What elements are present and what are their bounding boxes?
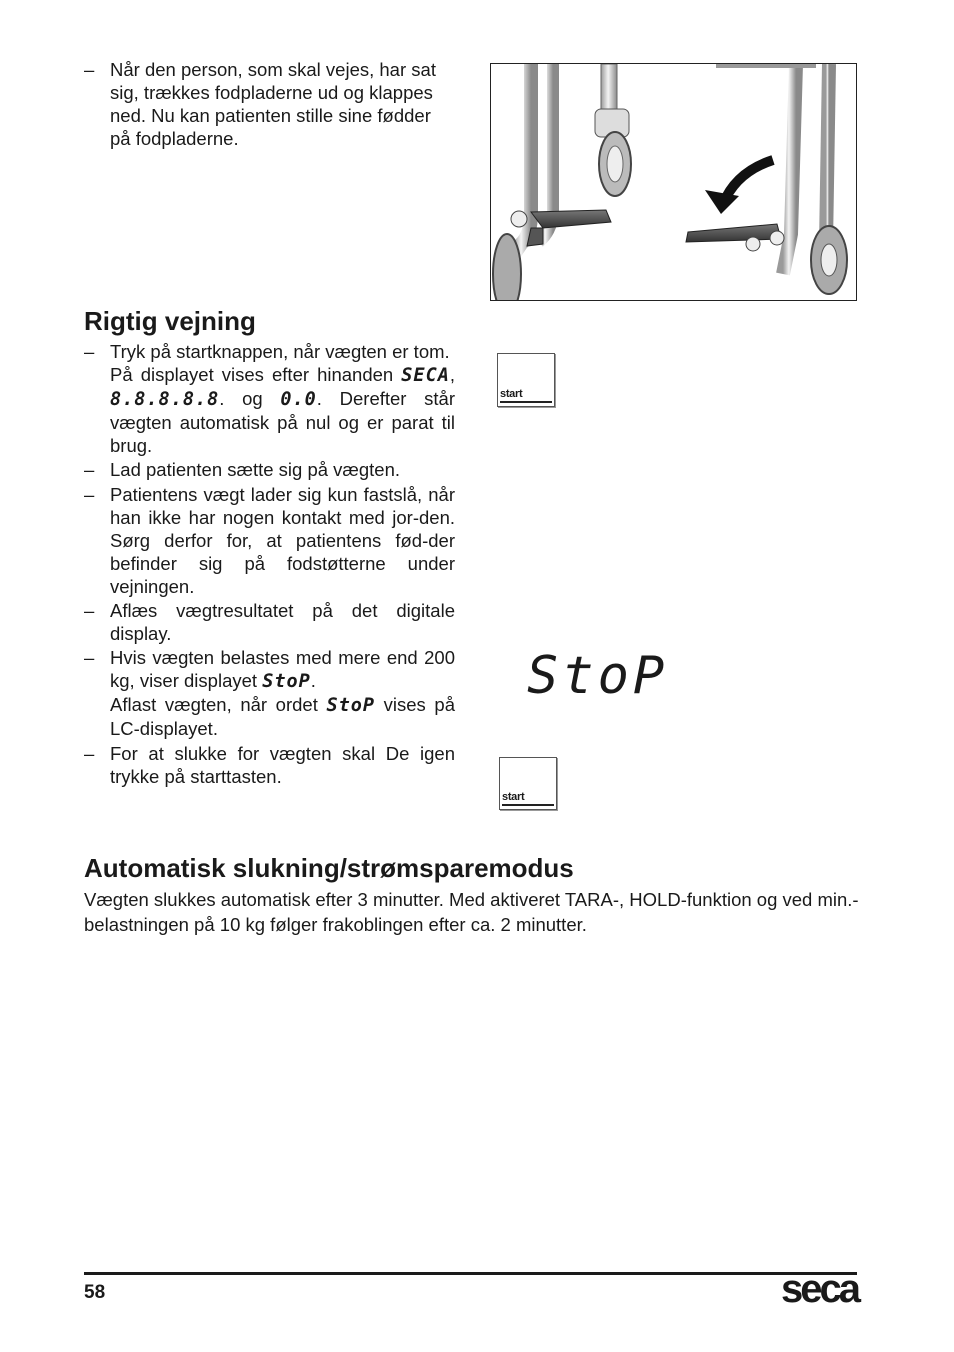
item-text: Aflast vægten, når ordet: [110, 694, 327, 715]
item-text: Lad patienten sætte sig på vægten.: [110, 459, 401, 480]
display-code-zero: 0.0: [280, 389, 317, 410]
list-item: [84, 340, 455, 457]
item-text: ,: [449, 364, 455, 385]
section-heading-automatisk-slukning: Automatisk slukning/strømsparemodus: [84, 853, 574, 883]
item-text: Tryk på startknappen, når vægten er tom.: [110, 341, 450, 362]
display-code-eights: 8.8.8.8.8: [110, 389, 220, 410]
start-button-illustration: [499, 757, 557, 810]
display-code-seca: SECA: [401, 365, 450, 386]
list-item: [84, 646, 455, 740]
start-button-underline: [500, 401, 552, 403]
list-item: [84, 742, 455, 788]
item-text: .: [310, 670, 316, 691]
item-text: For at slukke for vægten skal De igen trykke på starttasten.: [110, 743, 455, 787]
item-text: Patientens vægt lader sig kun fastslå, når han ikke har nogen kontakt med jor-den. Sørg derfor for, at patientens fød-der befinder sig på fodstøtterne under vejningen.: [110, 484, 455, 597]
section-body-text: Vægten slukkes automatisk efter 3 minutter. Med aktiveret TARA-, HOLD-funktion og ved min.-belastningen på 10 kg følger frakoblingen efter ca. 2 minutter.: [84, 889, 859, 935]
footer-rule: [84, 1272, 857, 1275]
item-text: vises på LC-displayet.: [110, 694, 455, 739]
item-text: På displayet vises efter hinanden: [110, 364, 402, 385]
start-button-label: start: [502, 791, 525, 803]
display-code-stop: StoP: [326, 695, 376, 716]
intro-text: Når den person, som skal vejes, har sat sig, trækkes fodpladerne ud og klappes ned. Nu kan patienten stille sine fødder på fodpladerne.: [110, 59, 436, 149]
footplate-illustration: [490, 63, 857, 301]
list-dash: –: [84, 600, 95, 621]
item-text: Aflæs vægtresultatet på det digitale display.: [110, 600, 455, 644]
list-dash: –: [84, 647, 95, 668]
lcd-stop-display: StoP: [527, 646, 669, 706]
item-text: Hvis vægten belastes med mere end 200 kg, viser displayet: [110, 647, 455, 691]
display-code-stop: StoP: [262, 671, 311, 692]
intro-instruction: [84, 58, 455, 150]
list-dash: –: [84, 59, 95, 80]
section-heading-rigtig-vejning: Rigtig vejning: [84, 306, 256, 336]
page-number: 58: [84, 1282, 106, 1303]
list-dash: –: [84, 341, 95, 362]
list-dash: –: [84, 743, 95, 764]
start-button-underline: [502, 804, 554, 806]
list-dash: –: [84, 459, 95, 480]
list-item: [84, 458, 455, 481]
list-dash: –: [84, 484, 95, 505]
item-text: . Derefter står vægten automatisk på nul og er parat til brug.: [110, 388, 456, 456]
list-item: [84, 599, 455, 645]
list-item: [84, 483, 455, 598]
item-text: . og: [219, 388, 281, 409]
start-button-illustration: [497, 353, 555, 407]
start-button-label: start: [500, 388, 523, 400]
chair-footplate-drawing: [491, 64, 856, 300]
seca-logo: seca: [781, 1267, 858, 1311]
